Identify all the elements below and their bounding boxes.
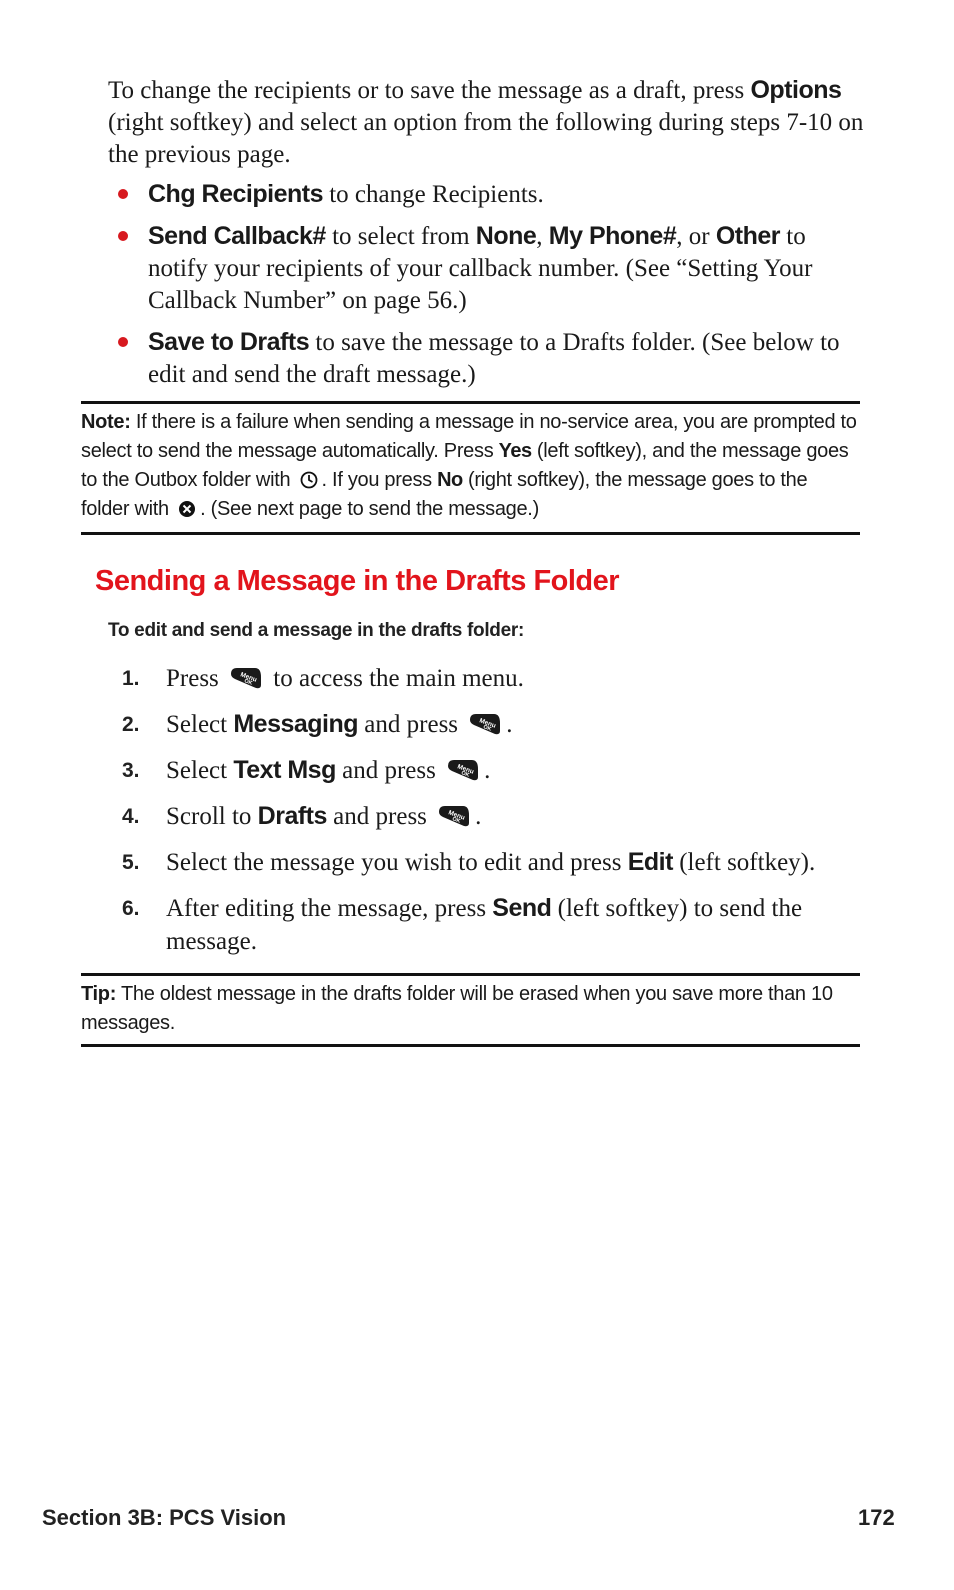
tip-top-rule — [81, 973, 860, 976]
text-msg-keyword: Text Msg — [233, 756, 336, 784]
tip-bottom-rule — [81, 1044, 860, 1047]
bullet-dot — [118, 189, 128, 199]
step-text: and press — [335, 757, 443, 784]
step-text: and press — [358, 711, 465, 738]
step-item — [108, 662, 868, 695]
bullet-text: to select from — [325, 223, 476, 250]
step-item — [108, 754, 868, 787]
menu-ok-key-icon — [437, 803, 471, 829]
menu-ok-key-icon — [446, 757, 480, 783]
chg-recipients-keyword: Chg Recipients — [148, 180, 323, 208]
note-text: (left softkey), and the message goes to the Outbox folder with — [81, 440, 849, 491]
bullet-dot — [118, 231, 128, 241]
failed-icon — [177, 499, 197, 519]
step-item — [108, 846, 868, 879]
bullet-text: to save the message to a Drafts folder. (See below to edit and send the draft message.) — [148, 329, 840, 388]
tip-text: The oldest message in the drafts folder will be erased when you save more than 10 messages. — [81, 983, 833, 1034]
intro-text-1: To change the recipients or to save the message as a draft, press — [108, 77, 751, 104]
my-phone-keyword: My Phone# — [548, 222, 677, 250]
note-text: If there is a failure when sending a message in no-service area, you are prompted to select to send the message automatically. Press — [81, 411, 857, 462]
procedure-subheading: To edit and send a message in the drafts folder: — [108, 620, 524, 641]
drafts-keyword: Drafts — [257, 802, 327, 830]
note-text: (right softkey), the message goes to the folder with — [81, 469, 808, 520]
note-label: Note: — [81, 411, 131, 433]
note-text: . If you press — [321, 469, 438, 491]
send-keyword: Send — [492, 894, 552, 922]
list-item-send-callback — [108, 220, 868, 317]
clock-icon — [299, 470, 319, 490]
menu-ok-key-icon — [229, 665, 263, 691]
step-number: 3. — [122, 759, 140, 782]
bullet-dot — [118, 337, 128, 347]
tip-box — [81, 980, 860, 1038]
step-item — [108, 800, 868, 833]
note-box — [81, 408, 860, 524]
page-number: 172 — [858, 1505, 895, 1530]
intro-paragraph — [108, 74, 868, 171]
step-text: . — [484, 757, 491, 784]
bullet-text: to change Recipients. — [322, 181, 544, 208]
section-heading: Sending a Message in the Drafts Folder — [95, 565, 620, 597]
footer-section-title: Section 3B: PCS Vision — [42, 1505, 287, 1530]
note-text: . (See next page to send the message.) — [200, 498, 539, 520]
step-number: 6. — [122, 897, 140, 920]
yes-keyword: Yes — [498, 440, 532, 462]
tip-label: Tip: — [81, 983, 117, 1005]
step-text: . — [475, 803, 482, 830]
bullet-separator: , — [536, 223, 549, 250]
send-callback-keyword: Send Callback# — [148, 222, 326, 250]
menu-ok-key-icon — [468, 711, 502, 737]
messaging-keyword: Messaging — [233, 710, 359, 738]
intro-text-2: (right softkey) and select an option from the following during steps 7-10 on the previous page. — [108, 109, 864, 168]
step-text: After editing the message, press — [166, 895, 493, 922]
step-text: Select the message you wish to edit and press — [166, 849, 628, 876]
save-to-drafts-keyword: Save to Drafts — [148, 328, 310, 356]
edit-keyword: Edit — [627, 848, 673, 876]
list-item-chg-recipients — [108, 178, 868, 211]
step-text: Press — [166, 665, 226, 692]
step-number: 5. — [122, 851, 140, 874]
options-list — [108, 178, 868, 400]
step-text: and press — [326, 803, 434, 830]
step-number: 4. — [122, 805, 140, 828]
step-item — [108, 892, 868, 958]
step-text: Select — [166, 711, 234, 738]
bullet-separator: , or — [676, 223, 716, 250]
step-text: (left softkey) to send the message. — [166, 895, 803, 955]
steps-list — [108, 662, 868, 971]
no-keyword: No — [437, 469, 463, 491]
options-keyword: Options — [750, 76, 842, 104]
note-bottom-rule — [81, 532, 860, 535]
step-text: to access the main menu. — [267, 665, 524, 692]
bullet-text: to notify your recipients of your callback number. (See “Setting Your Callback Number” on page 56.) — [148, 223, 813, 314]
step-text: Select — [166, 757, 234, 784]
step-item — [108, 708, 868, 741]
other-keyword: Other — [715, 222, 781, 250]
step-number: 2. — [122, 713, 140, 736]
note-top-rule — [81, 401, 860, 404]
list-item-save-to-drafts — [108, 326, 868, 391]
step-text: Scroll to — [166, 803, 258, 830]
step-text: . — [506, 711, 513, 738]
none-keyword: None — [475, 222, 537, 250]
step-text: (left softkey). — [672, 849, 816, 876]
step-number: 1. — [122, 667, 140, 690]
